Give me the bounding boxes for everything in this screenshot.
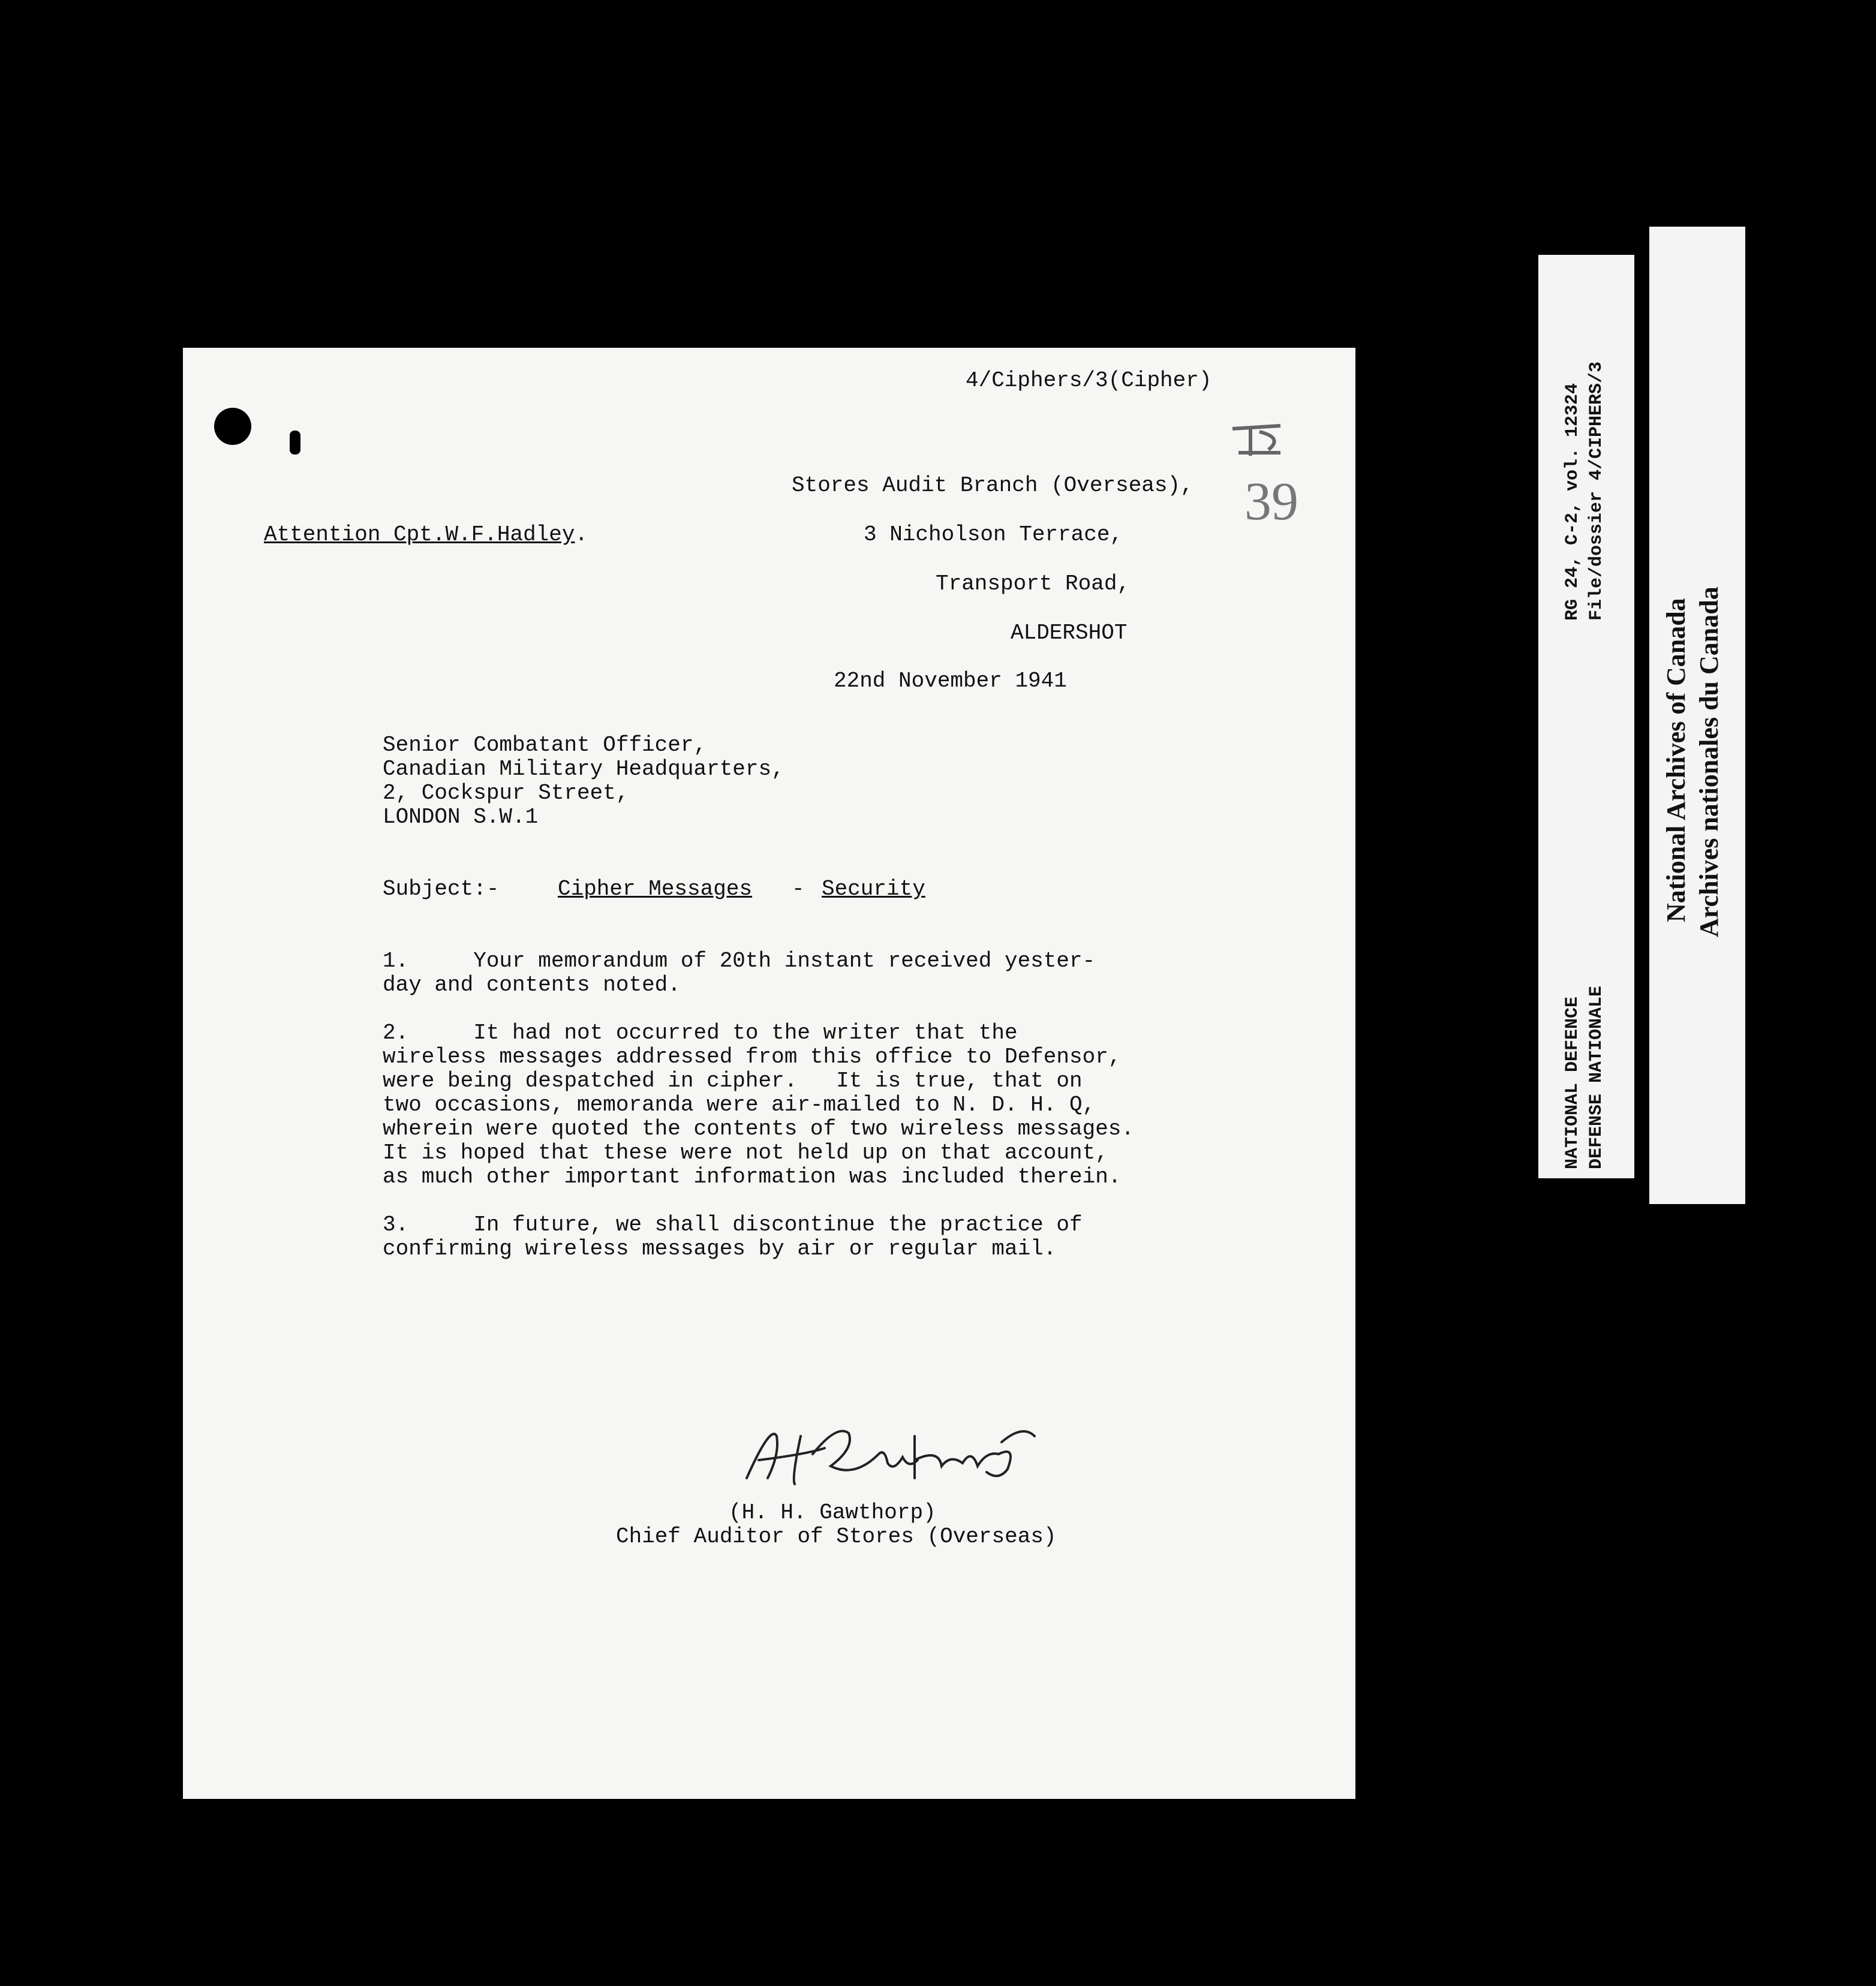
- para2-line1: 2. It had not occurred to the writer that the: [383, 1021, 1018, 1045]
- punch-hole-mark: [290, 431, 300, 455]
- sender-line2: 3 Nicholson Terrace,: [864, 522, 1123, 547]
- para2-line6: It is hoped that these were not held up on that account,: [383, 1141, 1108, 1165]
- attention-line: Attention Cpt.W.F.Hadley.: [264, 522, 588, 547]
- para2-line4: two occasions, memoranda were air-mailed to N. D. H. Q,: [383, 1093, 1096, 1117]
- handwritten-folio-number: 39: [1244, 472, 1298, 531]
- para1-line1: 1. Your memorandum of 20th instant received yester-: [383, 949, 1096, 973]
- subject-dash: -: [792, 877, 805, 901]
- subject-part1: Cipher Messages: [558, 877, 753, 901]
- punch-hole: [214, 408, 251, 445]
- signature-title: Chief Auditor of Stores (Overseas): [616, 1524, 1057, 1549]
- letter-date: 22nd November 1941: [834, 669, 1067, 693]
- handwritten-signature: [735, 1412, 1047, 1502]
- department-line2: DEFENSE NATIONALE: [1586, 985, 1607, 1169]
- archives-name-french: Archives nationales du Canada: [1694, 586, 1724, 937]
- para3-line2: confirming wireless messages by air or regular mail.: [383, 1236, 1057, 1261]
- recipient-line2: Canadian Military Headquarters,: [383, 757, 784, 781]
- archives-name-english: National Archives of Canada: [1661, 598, 1691, 922]
- para2-line5: wherein were quoted the contents of two wireless messages.: [383, 1117, 1135, 1141]
- subject-part2: Security: [822, 877, 925, 901]
- handwritten-stamp-mark: [1226, 417, 1292, 465]
- para2-line7: as much other important information was included therein.: [383, 1164, 1122, 1189]
- para2-line2: wireless messages addressed from this office to Defensor,: [383, 1045, 1122, 1069]
- archive-ref-line2: File/dossier 4/CIPHERS/3: [1586, 361, 1607, 621]
- recipient-line3: 2, Cockspur Street,: [383, 781, 629, 805]
- archive-ref-line1: RG 24, C-2, vol. 12324: [1562, 383, 1583, 621]
- file-reference: 4/Ciphers/3(Cipher): [966, 368, 1212, 393]
- sender-line4: ALDERSHOT: [1011, 621, 1128, 645]
- para3-line1: 3. In future, we shall discontinue the practice of: [383, 1212, 1083, 1237]
- department-line1: NATIONAL DEFENCE: [1562, 996, 1583, 1169]
- sender-line1: Stores Audit Branch (Overseas),: [792, 473, 1193, 498]
- recipient-line4: LONDON S.W.1: [383, 805, 539, 829]
- sender-line3: Transport Road,: [936, 571, 1131, 596]
- para1-line2: day and contents noted.: [383, 973, 681, 997]
- archives-label-strip: [1649, 227, 1745, 1204]
- subject-label: Subject:-: [383, 877, 500, 901]
- recipient-line1: Senior Combatant Officer,: [383, 733, 707, 757]
- letter-page: [183, 348, 1355, 1799]
- archive-reference-strip: [1538, 255, 1634, 1178]
- signature-name: (H. H. Gawthorp): [729, 1500, 936, 1525]
- para2-line3: were being despatched in cipher. It is true, that on: [383, 1069, 1083, 1093]
